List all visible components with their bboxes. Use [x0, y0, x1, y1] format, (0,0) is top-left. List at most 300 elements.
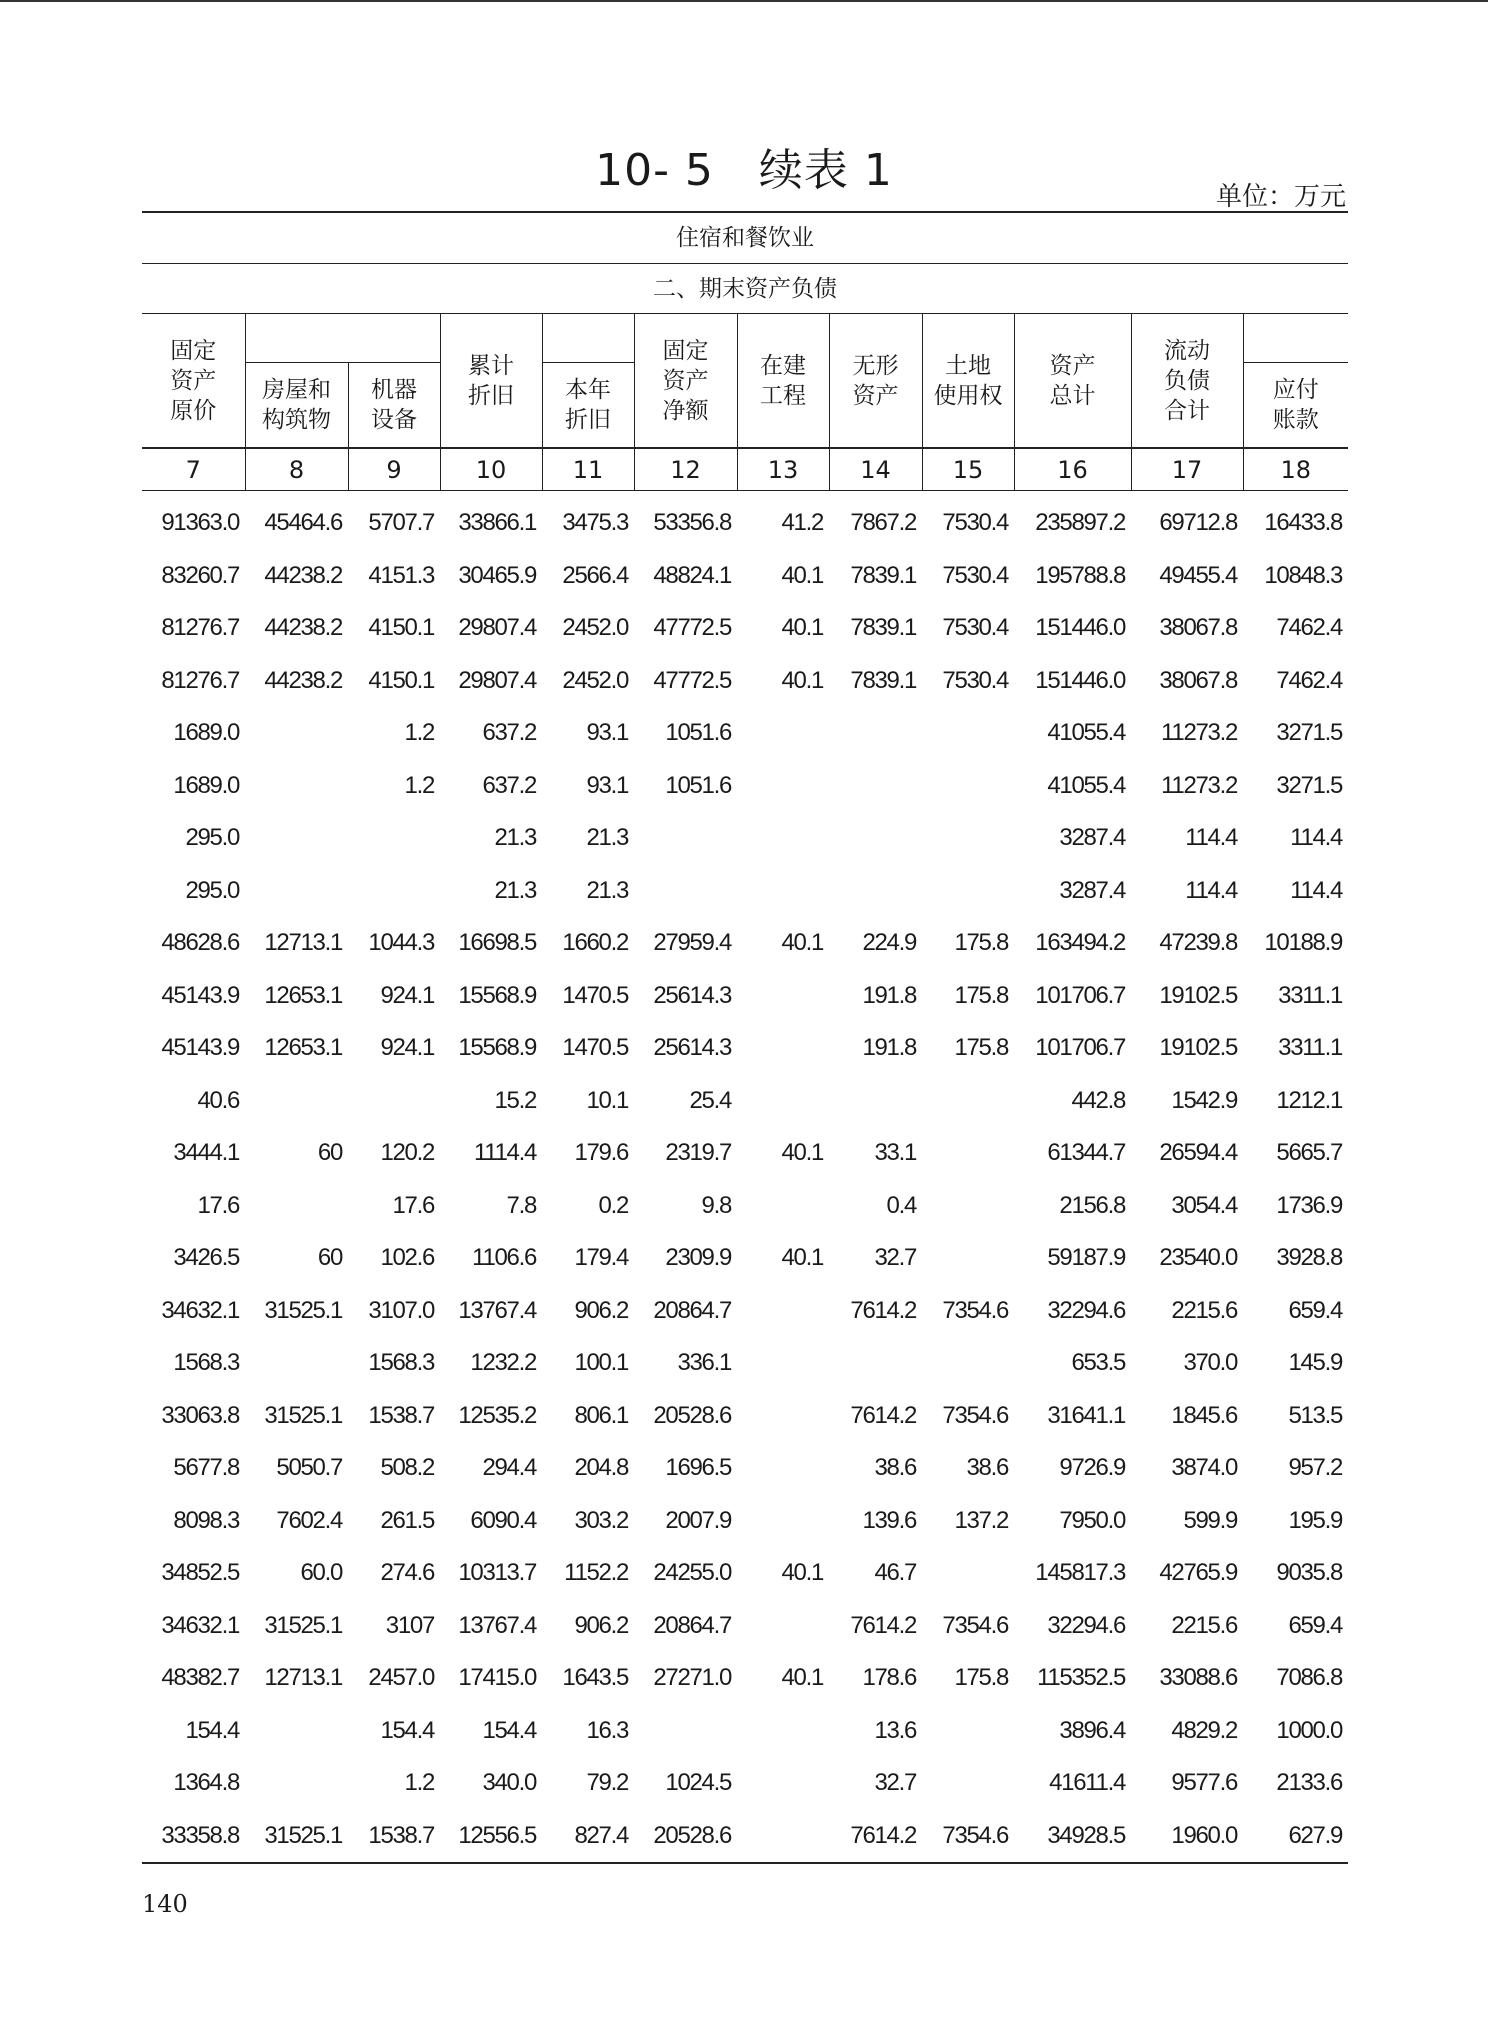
table-cell: 60 [317, 1244, 342, 1272]
header-land-use-rights: 土地 使用权 [922, 314, 1014, 449]
table-cell: 7462.4 [1276, 614, 1342, 642]
table-cell: 3874.0 [1171, 1454, 1237, 1482]
table-cell: 175.8 [954, 1034, 1008, 1062]
table-cell: 46.7 [874, 1559, 916, 1587]
table-cell: 40.1 [781, 614, 823, 642]
table-cell: 7086.8 [1276, 1664, 1342, 1692]
table-cell: 5665.7 [1276, 1139, 1342, 1167]
table-cell [348, 865, 440, 918]
table-cell: 5677.8 [173, 1454, 239, 1482]
table-cell: 3896.4 [1059, 1716, 1125, 1744]
table-cell: 1542.9 [1171, 1086, 1237, 1114]
table-cell: 1643.5 [562, 1664, 628, 1692]
table-row [142, 1757, 1348, 1810]
table-cell: 47772.5 [653, 614, 731, 642]
table-cell: 69712.8 [1159, 509, 1237, 537]
table-cell: 9577.6 [1171, 1769, 1237, 1797]
table-cell: 3287.4 [1059, 824, 1125, 852]
table-cell: 659.4 [1288, 1296, 1342, 1324]
table-cell: 32294.6 [1047, 1611, 1125, 1639]
table-cell: 16698.5 [458, 929, 536, 957]
table-cell: 120.2 [380, 1139, 434, 1167]
table-cell: 38067.8 [1159, 666, 1237, 694]
table-cell: 340.0 [482, 1769, 536, 1797]
table-cell: 102.6 [380, 1244, 434, 1272]
table-cell: 49455.4 [1159, 561, 1237, 589]
table-cell [737, 1600, 829, 1653]
table-cell: 1364.8 [173, 1769, 239, 1797]
table-cell: 32.7 [874, 1769, 916, 1797]
table-row [142, 1390, 1348, 1443]
table-cell: 191.8 [862, 1034, 916, 1062]
table-cell [737, 1180, 829, 1233]
table-cell: 38.6 [874, 1454, 916, 1482]
table-cell: 7839.1 [850, 666, 916, 694]
table-cell: 12713.1 [264, 1664, 342, 1692]
table-cell [245, 865, 348, 918]
table-cell: 1051.6 [665, 771, 731, 799]
table-cell: 5050.7 [276, 1454, 342, 1482]
table-cell [348, 1075, 440, 1128]
table-cell: 33088.6 [1159, 1664, 1237, 1692]
table-cell: 627.9 [1243, 1810, 1348, 1864]
table-cell: 906.2 [574, 1296, 628, 1324]
table-row [142, 550, 1348, 603]
table-cell: 15.2 [494, 1086, 536, 1114]
header-accum-depreciation: 累计 折旧 [440, 314, 542, 449]
table-cell: 1736.9 [1276, 1191, 1342, 1219]
table-cell: 4150.1 [368, 614, 434, 642]
table-cell [245, 1337, 348, 1390]
table-cell: 1024.5 [665, 1769, 731, 1797]
table-cell: 41611.4 [1049, 1769, 1125, 1797]
table-cell [922, 760, 1014, 813]
table-cell [737, 1757, 829, 1810]
table-cell: 20864.7 [653, 1296, 731, 1324]
table-row [142, 1652, 1348, 1705]
table-cell: 7614.2 [850, 1296, 916, 1324]
table-cell: 4151.3 [368, 561, 434, 589]
table-cell: 3271.5 [1276, 771, 1342, 799]
table-cell: 81276.7 [161, 666, 239, 694]
table-cell: 31641.1 [1047, 1401, 1125, 1429]
table-cell: 1470.5 [562, 1034, 628, 1062]
table-cell: 139.6 [862, 1506, 916, 1534]
column-number: 14 [829, 448, 922, 491]
header-liabilities-subgroup [1243, 314, 1348, 363]
page-number: 140 [142, 1890, 188, 1918]
table-cell: 3475.3 [562, 509, 628, 537]
table-cell: 145.9 [1288, 1349, 1342, 1377]
table-cell [829, 865, 922, 918]
table-cell: 32.7 [874, 1244, 916, 1272]
table-cell [634, 1705, 737, 1758]
table-cell: 1689.0 [173, 719, 239, 747]
table-cell [737, 865, 829, 918]
table-cell: 7614.2 [850, 1611, 916, 1639]
table-cell: 235897.2 [1035, 509, 1125, 537]
table-cell: 45143.9 [161, 981, 239, 1009]
page-title: 10- 5 续表 1 [595, 145, 893, 196]
table-cell: 204.8 [574, 1454, 628, 1482]
table-cell: 1051.6 [665, 719, 731, 747]
table-cell: 1960.0 [1131, 1810, 1243, 1864]
table-cell [737, 970, 829, 1023]
table-cell [245, 812, 348, 865]
table-cell: 7530.4 [942, 614, 1008, 642]
table-row [142, 1495, 1348, 1548]
table-cell: 48628.6 [161, 929, 239, 957]
table-cell: 19102.5 [1159, 1034, 1237, 1062]
table-cell: 1689.0 [173, 771, 239, 799]
table-cell [737, 1075, 829, 1128]
table-cell: 21.3 [494, 876, 536, 904]
table-cell: 7614.2 [829, 1810, 922, 1864]
table-cell: 91363.0 [161, 509, 239, 537]
table-cell: 61344.7 [1047, 1139, 1125, 1167]
table-cell: 20528.6 [634, 1810, 737, 1864]
table-cell [737, 1442, 829, 1495]
table-cell: 7530.4 [942, 509, 1008, 537]
table-cell: 175.8 [954, 1664, 1008, 1692]
table-cell: 274.6 [380, 1559, 434, 1587]
table-cell: 40.1 [781, 1559, 823, 1587]
table-cell: 2452.0 [562, 614, 628, 642]
table-cell: 12653.1 [264, 1034, 342, 1062]
table-body [142, 491, 1348, 1864]
table-cell: 1568.3 [173, 1349, 239, 1377]
table-cell: 1114.4 [473, 1139, 536, 1167]
table-cell: 53356.8 [653, 509, 731, 537]
table-cell: 9035.8 [1276, 1559, 1342, 1587]
table-cell: 26594.4 [1159, 1139, 1237, 1167]
table-row [142, 1600, 1348, 1653]
table-cell: 7354.6 [942, 1611, 1008, 1639]
table-cell: 10313.7 [458, 1559, 536, 1587]
table-cell: 7867.2 [850, 509, 916, 537]
table-row [142, 1285, 1348, 1338]
table-cell: 16.3 [586, 1716, 628, 1744]
table-cell [634, 865, 737, 918]
table-cell: 179.6 [574, 1139, 628, 1167]
table-cell: 2156.8 [1059, 1191, 1125, 1219]
table-cell: 3426.5 [173, 1244, 239, 1272]
table-cell: 294.4 [482, 1454, 536, 1482]
table-cell: 1538.7 [368, 1401, 434, 1429]
table-cell: 175.8 [954, 981, 1008, 1009]
table-cell [829, 760, 922, 813]
table-cell: 29807.4 [458, 614, 536, 642]
table-cell: 7530.4 [942, 666, 1008, 694]
table-cell: 45143.9 [161, 1034, 239, 1062]
table-cell: 1845.6 [1171, 1401, 1237, 1429]
table-cell: 1470.5 [562, 981, 628, 1009]
table-cell: 9726.9 [1059, 1454, 1125, 1482]
table-cell: 906.2 [574, 1611, 628, 1639]
table-cell: 224.9 [862, 929, 916, 957]
table-cell: 38.6 [966, 1454, 1008, 1482]
table-cell: 11273.2 [1161, 719, 1237, 747]
table-cell: 30465.9 [458, 561, 536, 589]
table-cell: 48382.7 [161, 1664, 239, 1692]
table-cell: 40.1 [781, 1244, 823, 1272]
table-cell: 33358.8 [142, 1810, 245, 1864]
table-cell: 599.9 [1183, 1506, 1237, 1534]
table-cell: 295.0 [185, 824, 239, 852]
table-row [142, 970, 1348, 1023]
table-cell: 151446.0 [1035, 666, 1125, 694]
table-cell: 303.2 [574, 1506, 628, 1534]
table-cell: 40.1 [781, 666, 823, 694]
column-number: 12 [634, 448, 737, 491]
column-number: 15 [922, 448, 1014, 491]
column-number: 8 [245, 448, 348, 491]
table-cell: 81276.7 [161, 614, 239, 642]
table-cell: 33063.8 [161, 1401, 239, 1429]
table-cell [922, 1547, 1014, 1600]
table-cell: 34928.5 [1014, 1810, 1131, 1864]
table-cell: 7950.0 [1059, 1506, 1125, 1534]
header-total-assets: 资产 总计 [1014, 314, 1131, 449]
table-cell [737, 760, 829, 813]
table-cell [634, 812, 737, 865]
table-row [142, 1232, 1348, 1285]
table-cell [922, 1075, 1014, 1128]
table-cell: 3107.0 [368, 1296, 434, 1324]
table-cell: 7354.6 [942, 1296, 1008, 1324]
table-cell: 101706.7 [1035, 981, 1125, 1009]
table-cell: 38067.8 [1159, 614, 1237, 642]
table-cell [737, 1705, 829, 1758]
table-cell: 3287.4 [1059, 876, 1125, 904]
table-cell: 1.2 [404, 1769, 434, 1797]
section-header: 二、期末资产负债 [142, 264, 1348, 314]
column-number-row [142, 448, 1348, 491]
table-cell: 34852.5 [161, 1559, 239, 1587]
table-cell [737, 1022, 829, 1075]
table-cell: 40.1 [781, 1139, 823, 1167]
header-fixed-assets-original: 固定 资产 原价 [170, 337, 217, 424]
table-cell: 13767.4 [458, 1296, 536, 1324]
table-row [142, 1705, 1348, 1758]
table-cell: 653.5 [1071, 1349, 1125, 1377]
table-cell: 137.2 [954, 1506, 1008, 1534]
table-cell: 17415.0 [458, 1664, 536, 1692]
table-cell: 2319.7 [665, 1139, 731, 1167]
table-cell: 659.4 [1288, 1611, 1342, 1639]
header-current-year-depreciation: 本年 折旧 [542, 363, 634, 449]
table-row [142, 1075, 1348, 1128]
table-cell: 31525.1 [245, 1810, 348, 1864]
table-cell: 33866.1 [458, 509, 536, 537]
table-cell: 7614.2 [850, 1401, 916, 1429]
table-row [142, 1810, 1348, 1864]
unit-label: 单位：万元 [1215, 182, 1346, 212]
table-cell [922, 812, 1014, 865]
table-cell: 513.5 [1288, 1401, 1342, 1429]
table-cell: 40.1 [781, 1664, 823, 1692]
column-number: 17 [1131, 448, 1243, 491]
table-cell [922, 865, 1014, 918]
table-cell [737, 1285, 829, 1338]
table-cell: 0.4 [886, 1191, 916, 1219]
header-buildings: 房屋和 构筑物 [245, 363, 348, 449]
table-cell [922, 1337, 1014, 1390]
table-cell: 1.2 [404, 719, 434, 747]
table-cell: 2133.6 [1276, 1769, 1342, 1797]
table-cell: 21.3 [586, 824, 628, 852]
table-row [142, 865, 1348, 918]
page-edge-line [0, 0, 1488, 2]
table-cell: 10188.9 [1264, 929, 1342, 957]
table-row [142, 1127, 1348, 1180]
table-cell [829, 812, 922, 865]
table-cell: 17.6 [392, 1191, 434, 1219]
table-cell: 2457.0 [368, 1664, 434, 1692]
table-cell: 59187.9 [1047, 1244, 1125, 1272]
table-cell: 2566.4 [562, 561, 628, 589]
table-cell: 115352.5 [1037, 1664, 1125, 1692]
table-cell: 93.1 [586, 719, 628, 747]
table-cell: 1152.2 [564, 1559, 628, 1587]
table-cell: 44238.2 [264, 666, 342, 694]
table-cell: 40.1 [781, 561, 823, 589]
table-cell [737, 1390, 829, 1443]
table-cell: 163494.2 [1035, 929, 1125, 957]
table-cell: 13.6 [874, 1716, 916, 1744]
table-cell: 24255.0 [653, 1559, 731, 1587]
table-cell: 0.2 [598, 1191, 628, 1219]
table-cell: 637.2 [482, 771, 536, 799]
table-cell: 4829.2 [1171, 1716, 1237, 1744]
table-cell: 40.1 [781, 929, 823, 957]
table-cell: 10848.3 [1264, 561, 1342, 589]
table-cell: 7602.4 [276, 1506, 342, 1534]
table-cell [922, 1757, 1014, 1810]
table-cell: 47239.8 [1159, 929, 1237, 957]
table-row [142, 707, 1348, 760]
table-cell [829, 1337, 922, 1390]
table-row [142, 655, 1348, 708]
table-cell: 19102.5 [1159, 981, 1237, 1009]
table-cell: 637.2 [482, 719, 536, 747]
table-cell: 44238.2 [264, 614, 342, 642]
data-table-container [142, 211, 1348, 1864]
table-cell: 33.1 [874, 1139, 916, 1167]
table-cell: 114.4 [1290, 824, 1342, 852]
table-cell: 1044.3 [368, 929, 434, 957]
table-cell: 7839.1 [850, 614, 916, 642]
table-cell: 3311.1 [1278, 981, 1342, 1009]
table-cell: 827.4 [542, 1810, 634, 1864]
table-cell: 11273.2 [1161, 771, 1237, 799]
table-cell: 3928.8 [1276, 1244, 1342, 1272]
table-cell: 100.1 [574, 1349, 628, 1377]
table-cell: 25614.3 [653, 981, 731, 1009]
table-cell: 8098.3 [173, 1506, 239, 1534]
table-cell: 17.6 [197, 1191, 239, 1219]
table-cell: 27271.0 [653, 1664, 731, 1692]
table-cell [922, 1127, 1014, 1180]
table-cell: 1.2 [404, 771, 434, 799]
table-cell: 48824.1 [653, 561, 731, 589]
table-cell: 60 [317, 1139, 342, 1167]
table-cell [737, 812, 829, 865]
table-cell: 179.4 [574, 1244, 628, 1272]
table-cell: 23540.0 [1159, 1244, 1237, 1272]
table-cell [829, 707, 922, 760]
table-cell: 1568.3 [368, 1349, 434, 1377]
table-cell: 508.2 [380, 1454, 434, 1482]
table-cell: 114.4 [1290, 876, 1342, 904]
table-cell: 41055.4 [1047, 771, 1125, 799]
table-cell [922, 1705, 1014, 1758]
table-row [142, 812, 1348, 865]
header-current-liabilities: 流动 负债 合计 [1131, 314, 1243, 449]
header-accounts-payable: 应付 账款 [1243, 363, 1348, 449]
table-cell: 2215.6 [1171, 1611, 1237, 1639]
table-row [142, 917, 1348, 970]
table-cell: 1660.2 [562, 929, 628, 957]
table-cell: 21.3 [494, 824, 536, 852]
table-cell [737, 1337, 829, 1390]
table-cell: 1212.1 [1276, 1086, 1342, 1114]
header-depreciation-subgroup [542, 314, 634, 363]
table-cell: 44238.2 [264, 561, 342, 589]
table-cell: 7354.6 [942, 1401, 1008, 1429]
table-cell [922, 1232, 1014, 1285]
table-row [142, 602, 1348, 655]
table-cell [737, 1495, 829, 1548]
table-cell [245, 1180, 348, 1233]
table-row [142, 1442, 1348, 1495]
table-cell: 60.0 [300, 1559, 342, 1587]
table-cell: 6090.4 [470, 1506, 536, 1534]
table-cell: 12535.2 [458, 1401, 536, 1429]
table-cell: 175.8 [954, 929, 1008, 957]
table-cell [737, 1810, 829, 1864]
table-cell: 5707.7 [368, 509, 434, 537]
table-cell: 2452.0 [562, 666, 628, 694]
table-row [142, 1022, 1348, 1075]
table-cell: 20528.6 [653, 1401, 731, 1429]
table-cell: 3444.1 [173, 1139, 239, 1167]
table-cell: 261.5 [380, 1506, 434, 1534]
table-cell: 12556.5 [440, 1810, 542, 1864]
table-cell: 9.8 [701, 1191, 731, 1219]
table-row [142, 760, 1348, 813]
table-cell [245, 760, 348, 813]
header-construction-in-progress: 在建 工程 [737, 314, 829, 449]
table-cell: 10.1 [586, 1086, 628, 1114]
table-cell: 20864.7 [653, 1611, 731, 1639]
table-cell: 41055.4 [1047, 719, 1125, 747]
table-cell: 12713.1 [264, 929, 342, 957]
table-cell: 154.4 [380, 1716, 434, 1744]
column-number: 11 [542, 448, 634, 491]
header-machinery: 机器 设备 [348, 363, 440, 449]
table-cell: 7839.1 [850, 561, 916, 589]
table-cell: 2215.6 [1171, 1296, 1237, 1324]
table-cell: 1000.0 [1276, 1716, 1342, 1744]
table-cell: 27959.4 [653, 929, 731, 957]
column-number: 10 [440, 448, 542, 491]
table-cell: 195.9 [1288, 1506, 1342, 1534]
table-cell: 93.1 [586, 771, 628, 799]
table-cell: 924.1 [380, 981, 434, 1009]
table-cell: 42765.9 [1159, 1559, 1237, 1587]
table-cell: 101706.7 [1035, 1034, 1125, 1062]
